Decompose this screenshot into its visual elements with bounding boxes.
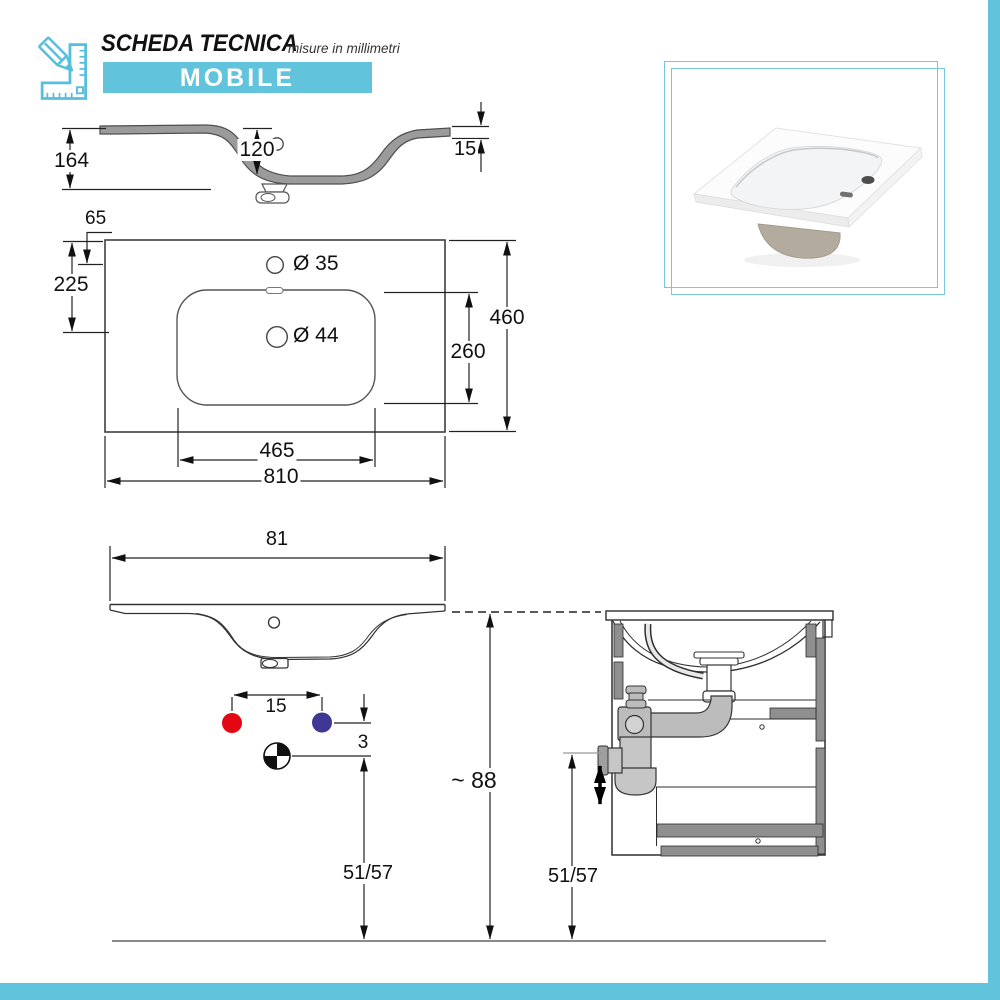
category-banner: MOBILE (103, 62, 372, 93)
dim-label-drain-height-right: 51/57 (547, 865, 599, 887)
overflow-slot-plan (266, 288, 283, 294)
dim-label-rim-thickness: 15 (454, 138, 477, 160)
tap-hole (267, 257, 284, 274)
dim-label-total-depth: 460 (489, 306, 525, 329)
overflow-hole-front (269, 617, 280, 628)
dim-81 (110, 546, 445, 601)
drain-flange (262, 184, 287, 192)
right-accent-bar (988, 0, 1000, 1000)
dim-label-basin-depth: 120 (239, 138, 275, 161)
countertop-side (606, 611, 833, 620)
page-title: SCHEDA TECNICA (101, 30, 298, 57)
dim-label-rear-to-drain: 225 (53, 273, 89, 296)
dim-label-front-width: 81 (265, 528, 289, 550)
hot-water-dot (222, 713, 242, 733)
drain-hole (267, 327, 288, 348)
dim-label-basin-inner-depth: 260 (450, 340, 486, 363)
dim-label-tap-to-drain: 3 (357, 732, 369, 753)
side-view (563, 611, 833, 939)
dim-label-total-height: 164 (54, 149, 90, 172)
dim-label-tap-offset: 65 (85, 208, 107, 229)
siphon-trap (598, 686, 732, 795)
page-subtitle: misure in millimetri (288, 41, 400, 56)
dim-460 (449, 241, 516, 432)
bottom-accent-bar (0, 983, 1000, 1000)
drain-datum-symbol (264, 743, 290, 769)
label-drain-hole-diameter: Ø 44 (293, 324, 339, 347)
dim-label-drain-height-left: 51/57 (342, 862, 394, 884)
cold-water-dot (312, 713, 332, 733)
dim-label-basin-inner-width: 465 (259, 439, 295, 462)
label-tap-hole-diameter: Ø 35 (293, 252, 339, 275)
basin-front-profile (110, 605, 445, 669)
dim-label-install-height: ~ 88 (451, 767, 497, 793)
dim-label-total-width: 810 (263, 465, 299, 488)
dim-15-section (452, 102, 489, 172)
dim-label-tap-spacing: 15 (265, 696, 287, 717)
